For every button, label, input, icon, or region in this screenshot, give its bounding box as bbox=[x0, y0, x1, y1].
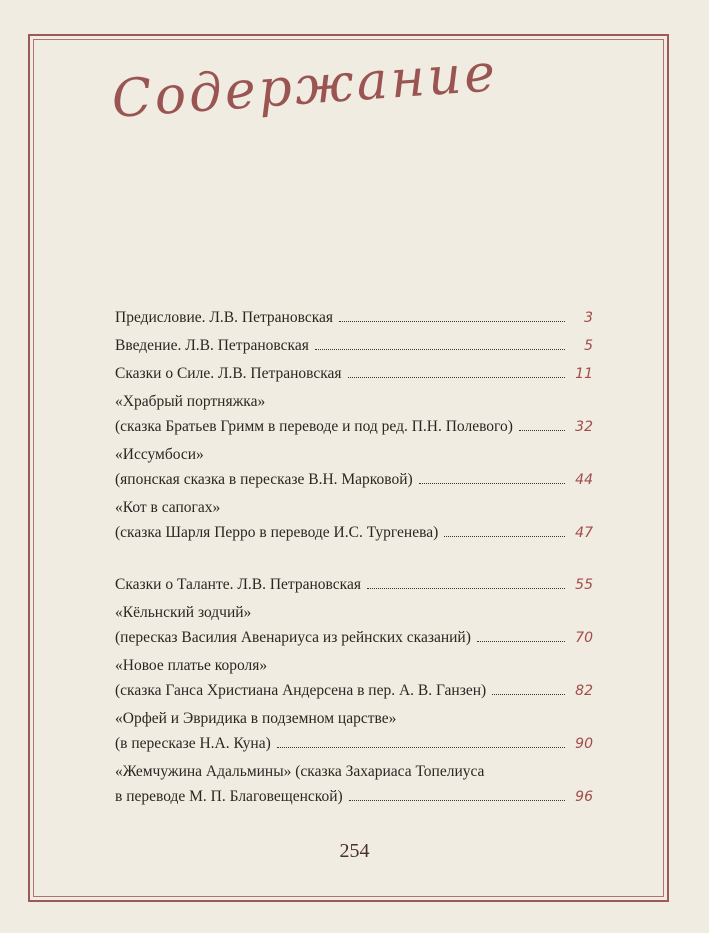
toc-page-number: 5 bbox=[584, 338, 593, 354]
toc-page-number: 47 bbox=[575, 525, 593, 541]
toc-page-number: 11 bbox=[575, 366, 593, 382]
leader-dots bbox=[339, 321, 565, 322]
leader-dots bbox=[277, 747, 565, 748]
toc-page-number: 44 bbox=[575, 472, 593, 488]
toc-page-number: 70 bbox=[575, 630, 593, 646]
toc-entry[interactable] bbox=[115, 361, 593, 387]
toc-page-number: 82 bbox=[575, 683, 593, 699]
toc-entry[interactable] bbox=[115, 600, 593, 651]
toc-entry[interactable] bbox=[115, 333, 593, 359]
leader-dots bbox=[349, 800, 565, 801]
toc-entry-text: (сказка Шарля Перро в переводе И.С. Тургенева) bbox=[115, 524, 439, 541]
contents-title: Содержание bbox=[109, 43, 500, 130]
toc-entry-text: «Кёльнский зодчий» bbox=[115, 604, 252, 621]
toc-entry-text: «Храбрый портняжка» bbox=[115, 393, 266, 410]
table-of-contents bbox=[115, 305, 593, 810]
toc-entry[interactable] bbox=[115, 706, 593, 757]
toc-entry-text: Сказки о Таланте. Л.В. Петрановская bbox=[115, 576, 361, 593]
leader-dots bbox=[315, 349, 565, 350]
toc-entry[interactable] bbox=[115, 653, 593, 704]
toc-entry-text: Предисловие. Л.В. Петрановская bbox=[115, 309, 334, 326]
toc-entry-text: «Иссумбоси» bbox=[115, 446, 204, 463]
toc-entry[interactable] bbox=[115, 442, 593, 493]
toc-entry-text: «Жемчужина Адальмины» (сказка Захариаса Топелиуса bbox=[115, 763, 485, 780]
leader-dots bbox=[519, 430, 565, 431]
toc-entry-text: (японская сказка в пересказе В.Н. Марковой) bbox=[115, 471, 413, 488]
toc-page-number: 96 bbox=[575, 789, 593, 805]
toc-page-number: 3 bbox=[584, 310, 593, 326]
toc-entry[interactable] bbox=[115, 572, 593, 598]
toc-entry-text: «Кот в сапогах» bbox=[115, 499, 221, 516]
toc-entry-text: в переводе М. П. Благовещенской) bbox=[115, 788, 343, 805]
toc-entry-text: (сказка Братьев Гримм в переводе и под ред. П.Н. Полевого) bbox=[115, 418, 513, 435]
page-number: 254 bbox=[339, 840, 370, 862]
toc-page-number: 32 bbox=[575, 419, 593, 435]
toc-entry-text: Введение. Л.В. Петрановская bbox=[115, 337, 309, 354]
leader-dots bbox=[419, 483, 565, 484]
toc-entry-text: «Орфей и Эвридика в подземном царстве» bbox=[115, 710, 397, 727]
leader-dots bbox=[492, 694, 565, 695]
toc-entry[interactable] bbox=[115, 389, 593, 440]
leader-dots bbox=[444, 536, 565, 537]
toc-entry[interactable] bbox=[115, 759, 593, 810]
toc-entry-text: Сказки о Силе. Л.В. Петрановская bbox=[115, 365, 342, 382]
toc-entry-text: (пересказ Василия Авенариуса из рейнских сказаний) bbox=[115, 629, 471, 646]
leader-dots bbox=[477, 641, 565, 642]
toc-entry-text: «Новое платье короля» bbox=[115, 657, 268, 674]
toc-page-number: 90 bbox=[575, 736, 593, 752]
toc-entry[interactable] bbox=[115, 305, 593, 331]
toc-entry-text: (сказка Ганса Христиана Андерсена в пер. А. В. Ганзен) bbox=[115, 682, 487, 699]
leader-dots bbox=[348, 377, 565, 378]
toc-entry-text: (в пересказе Н.А. Куна) bbox=[115, 735, 271, 752]
toc-page-number: 55 bbox=[575, 577, 593, 593]
leader-dots bbox=[367, 588, 565, 589]
toc-entry[interactable] bbox=[115, 495, 593, 546]
